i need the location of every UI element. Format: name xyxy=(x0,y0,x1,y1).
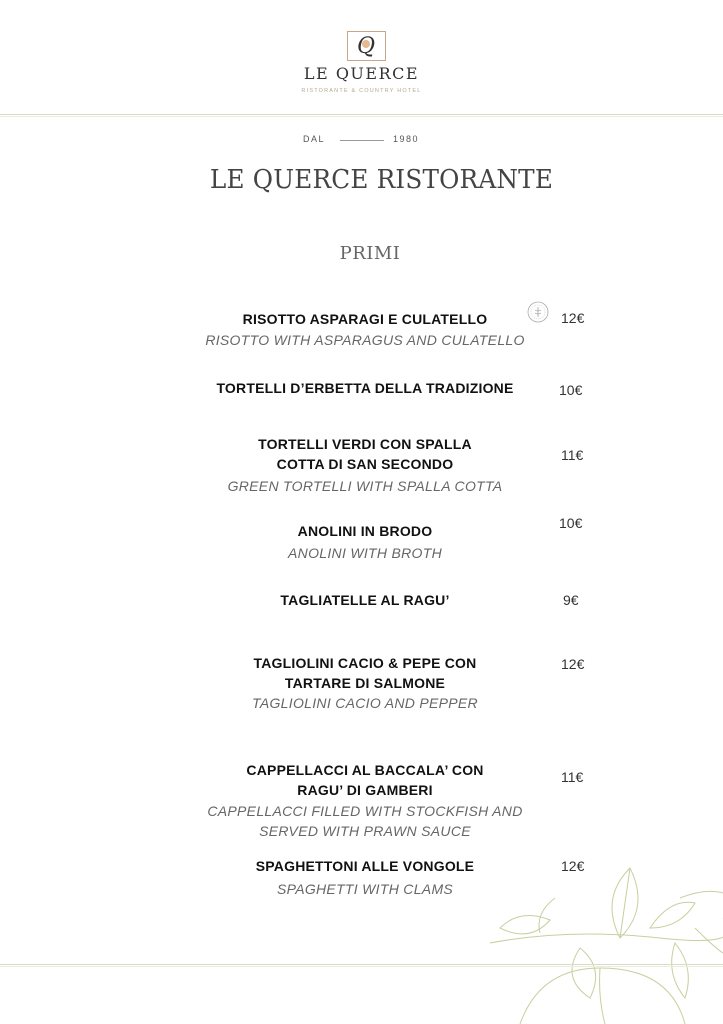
dish-name: TORTELLI D’ERBETTA DELLA TRADIZIONE xyxy=(216,380,514,396)
dish-price: 12€ xyxy=(561,656,585,672)
dish-price: 10€ xyxy=(559,515,583,531)
since-label: DAL xyxy=(303,134,326,144)
dish-name: TORTELLI VERDI CON SPALLA xyxy=(258,436,472,452)
svg-text:Q: Q xyxy=(356,34,376,59)
since-divider xyxy=(340,140,384,141)
dish-name: TAGLIATELLE AL RAGU’ xyxy=(280,592,450,608)
dish-price: 10€ xyxy=(559,382,583,398)
brand-subtitle: RISTORANTE & COUNTRY HOTEL xyxy=(301,88,422,94)
dish-description: CAPPELLACCI FILLED WITH STOCKFISH AND xyxy=(207,803,523,819)
olive-branch-illustration xyxy=(480,858,723,1024)
dish-description-line2: SERVED WITH PRAWN SAUCE xyxy=(259,823,471,839)
dish-name-line2: TARTARE DI SALMONE xyxy=(284,675,446,691)
top-divider xyxy=(0,114,723,115)
brand-name: LE QUERCE xyxy=(303,64,420,83)
dish-price: 12€ xyxy=(561,858,585,874)
bottom-divider xyxy=(0,964,723,965)
page-title: LE QUERCE RISTORANTE xyxy=(209,165,554,195)
logo-q-icon xyxy=(347,31,386,61)
dish-description: ANOLINI WITH BROTH xyxy=(288,545,442,561)
section-title: PRIMI xyxy=(339,243,401,264)
dish-name: RISOTTO ASPARAGI E CULATELLO xyxy=(242,311,488,327)
dish-price: 11€ xyxy=(561,769,584,785)
slow-food-seal-icon xyxy=(527,301,549,323)
dish-name: CAPPELLACCI AL BACCALA’ CON xyxy=(246,762,484,778)
dish-description: TAGLIOLINI CACIO AND PEPPER xyxy=(252,695,478,711)
dish-name-line2: COTTA DI SAN SECONDO xyxy=(276,456,454,472)
top-divider-secondary xyxy=(0,116,723,117)
dish-description: GREEN TORTELLI WITH SPALLA COTTA xyxy=(227,478,503,494)
dish-price: 11€ xyxy=(561,447,584,463)
dish-price: 12€ xyxy=(561,310,585,326)
since-year: 1980 xyxy=(393,134,420,144)
dish-description: RISOTTO WITH ASPARAGUS AND CULATELLO xyxy=(205,332,525,348)
dish-name: TAGLIOLINI CACIO & PEPE CON xyxy=(253,655,477,671)
dish-name: ANOLINI IN BRODO xyxy=(297,523,433,539)
dish-name-line2: RAGU’ DI GAMBERI xyxy=(297,782,433,798)
bottom-divider-secondary xyxy=(0,966,723,967)
dish-description: SPAGHETTI WITH CLAMS xyxy=(276,881,454,897)
dish-name: SPAGHETTONI ALLE VONGOLE xyxy=(255,858,475,874)
dish-price: 9€ xyxy=(563,592,579,608)
